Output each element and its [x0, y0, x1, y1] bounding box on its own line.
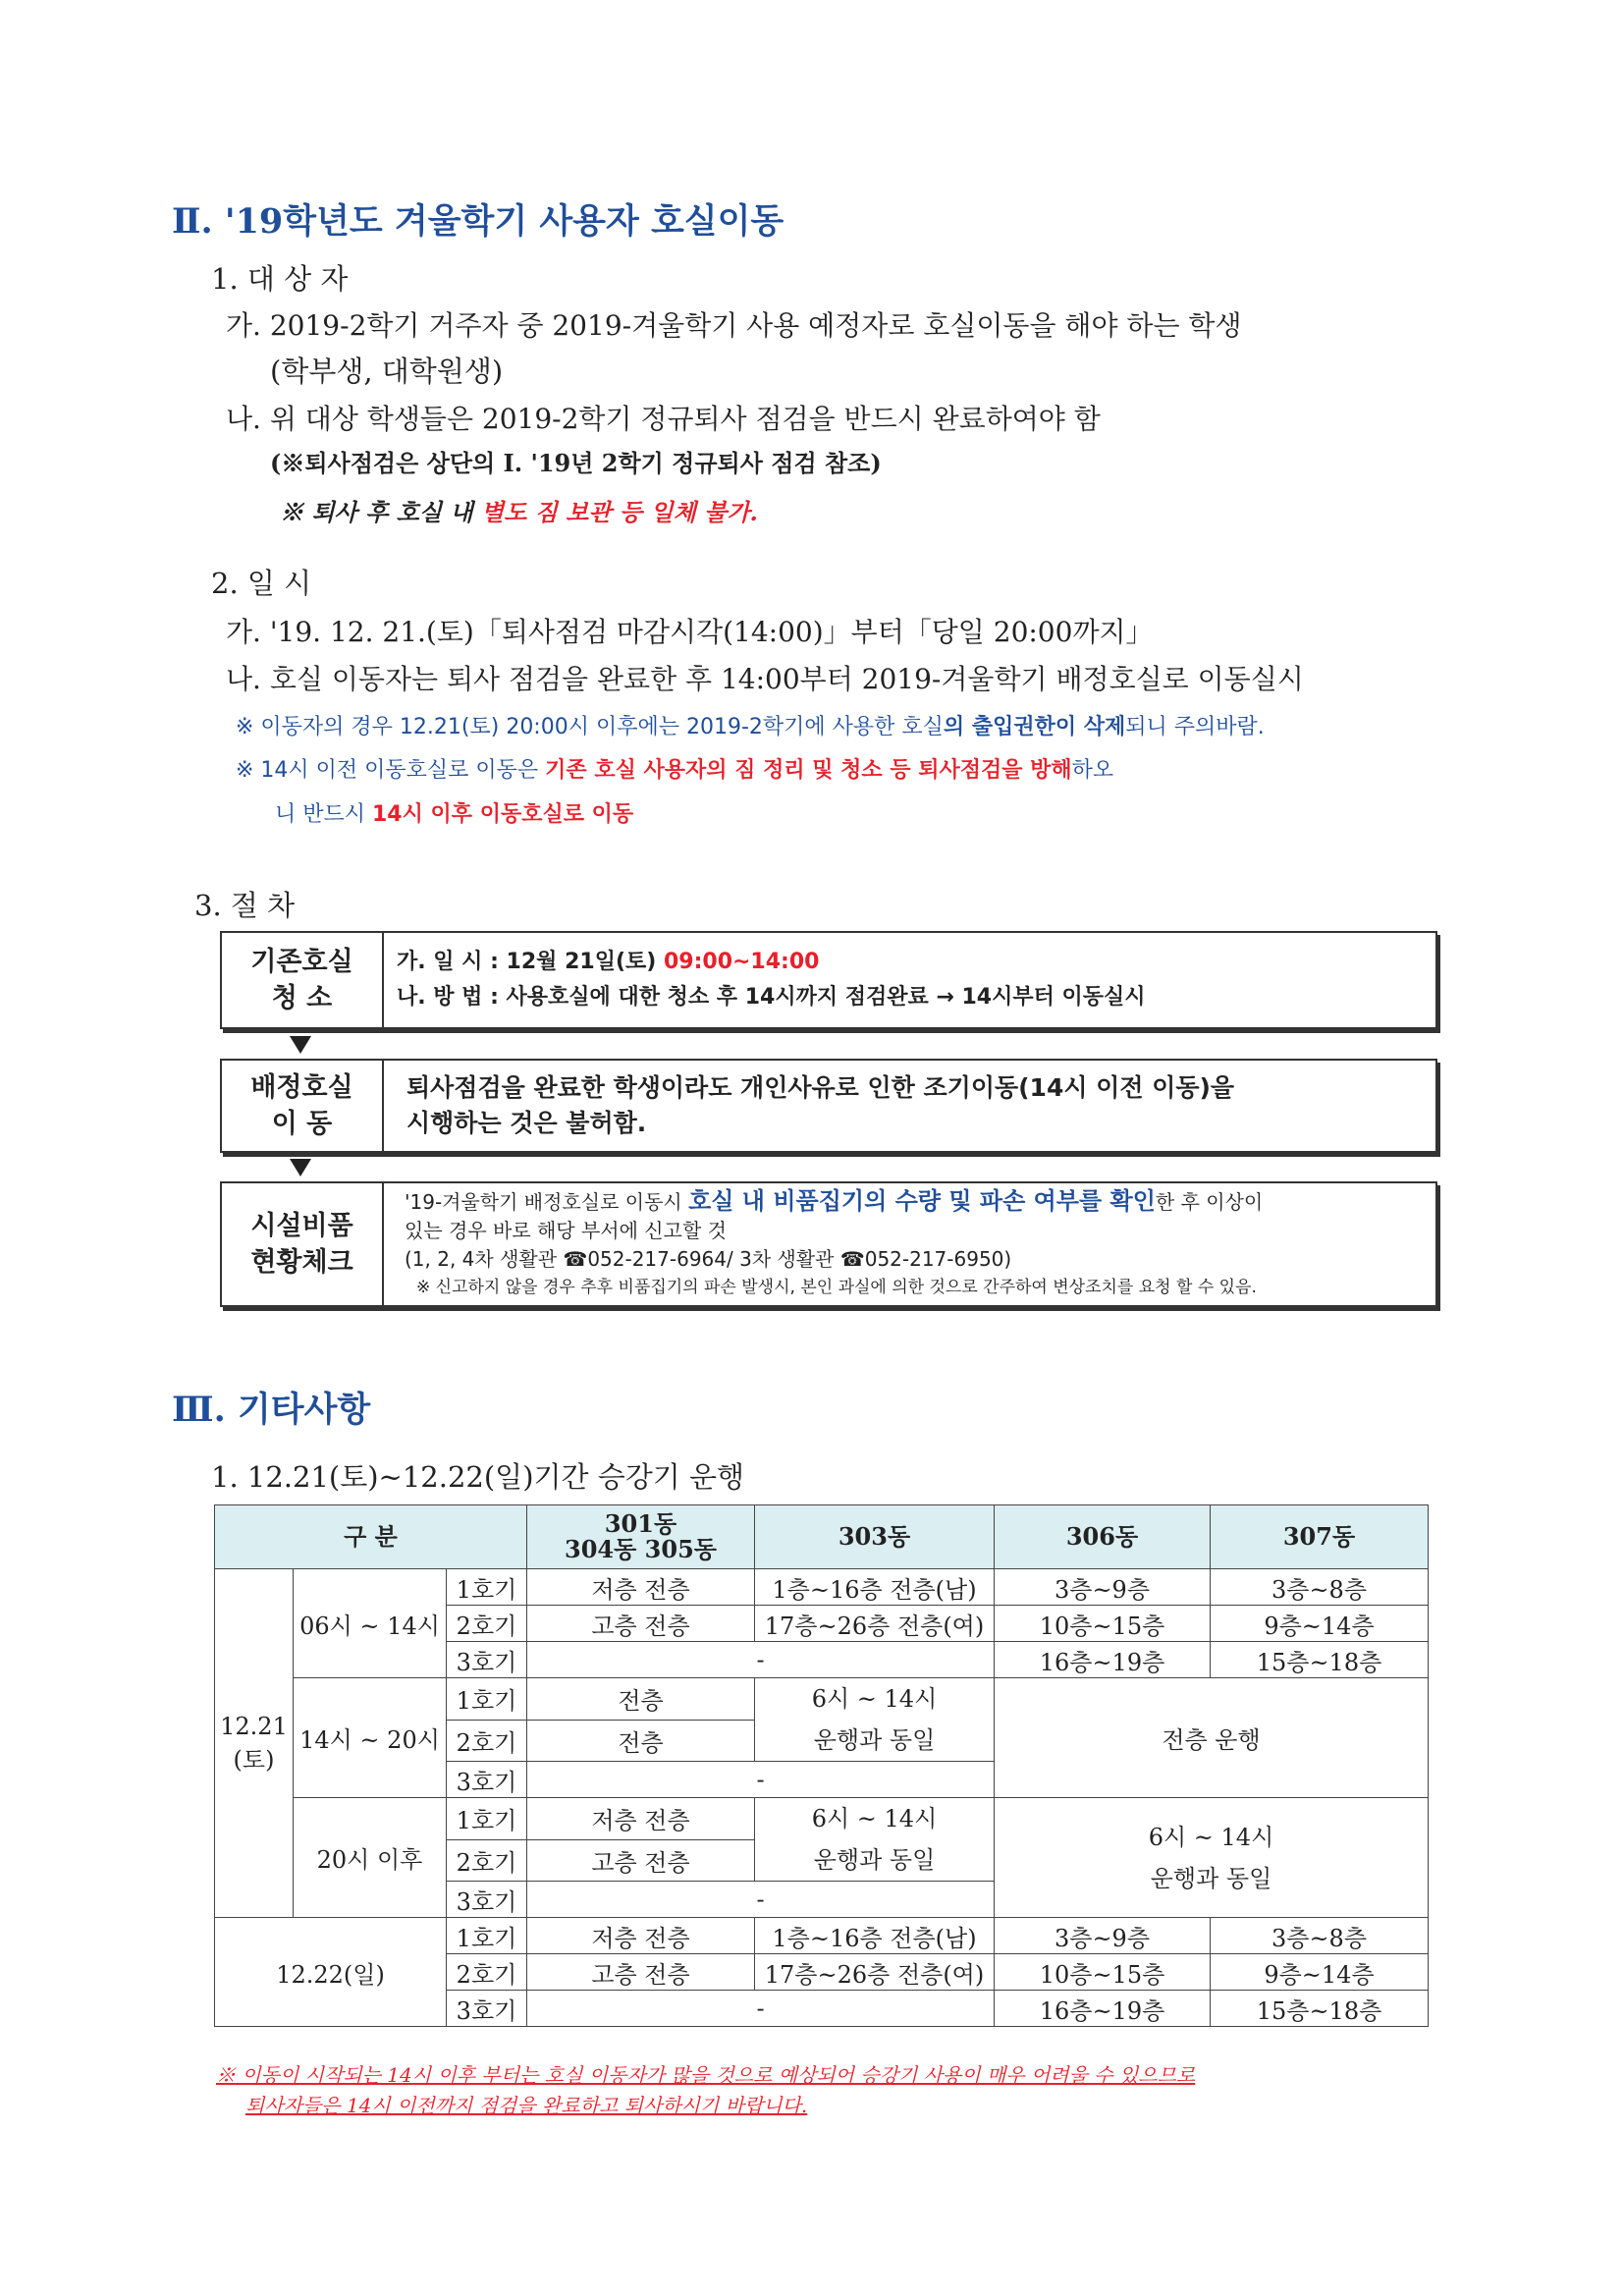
facility-check-note: ※ 신고하지 않을 경우 추후 비품집기의 파손 발생시, 본인 과실에 의한 것으로 간주하여 변상조치를 요청 할 수 있음. — [416, 1277, 1257, 1297]
procedure-box-facility-check — [220, 1181, 1437, 1307]
target-item-na: 나. 위 대상 학생들은 2019-2학기 정규퇴사 점검을 반드시 완료하여야 함 — [226, 403, 1101, 435]
procedure-box-move — [220, 1059, 1437, 1153]
elevator-schedule-table — [214, 1504, 1429, 2027]
header-building-301: 301동 304동 305동 — [527, 1505, 755, 1569]
table-row: 2호기 고층 전층 — [215, 1839, 1429, 1882]
schedule-note-2-cont: 니 반드시 14시 이후 이동호실로 이동 — [275, 802, 634, 827]
down-arrow-icon — [290, 1036, 311, 1054]
elevator-footnote-line1: ※ 이동이 시작되는 14시 이후 부터는 호실 이동자가 많을 것으로 예상되어 승강기 사용이 매우 어려울 수 있으므로 — [216, 2063, 1196, 2087]
table-row: 2호기 전층 — [215, 1720, 1429, 1762]
schedule-item-na: 나. 호실 이동자는 퇴사 점검을 완료한 후 14:00부터 2019-겨울학기 배정호실로 이동실시 — [226, 663, 1304, 695]
all-floor-run: 전층 운행 — [995, 1678, 1429, 1798]
procedure-label-cleaning: 기존호실 청 소 — [222, 933, 384, 1027]
table-row: 3호기 - 16층~19층 15층~18층 — [215, 1991, 1429, 2027]
section-3-title: Ⅲ. 기타사항 — [172, 1390, 371, 1430]
table-header-row — [215, 1505, 1429, 1569]
procedure-heading: 3. 절 차 — [194, 889, 296, 922]
facility-check-line1: '19-겨울학기 배정호실로 이동시 호실 내 비품집기의 수량 및 파손 여부를 확인한 후 이상이 — [405, 1186, 1264, 1215]
procedure-label-facility-check: 시설비품 현황체크 — [222, 1183, 384, 1305]
elevator-footnote-line2: 퇴사자들은 14시 이전까지 점검을 완료하고 퇴사하시기 바랍니다. — [245, 2094, 808, 2117]
procedure-box-cleaning — [220, 931, 1437, 1029]
target-item-ga-cont: (학부생, 대학원생) — [270, 355, 504, 388]
target-heading: 1. 대 상 자 — [211, 262, 349, 296]
target-item-ga: 가. 2019-2학기 거주자 중 2019-겨울학기 사용 예정자로 호실이동을 해야 하는 학생 — [226, 309, 1242, 342]
period-14-20: 14시 ~ 20시 — [294, 1678, 447, 1798]
target-reference-note: (※퇴사점검은 상단의 Ⅰ. '19년 2학기 정규퇴사 점검 참조) — [270, 449, 882, 477]
table-row: 12.22(일) 1호기 저층 전층 1층~16층 전층(남) 3층~9층 3층~8층 — [215, 1918, 1429, 1954]
date-12-21: 12.21 (토) — [215, 1569, 294, 1918]
header-building-307: 307동 — [1211, 1505, 1429, 1569]
date-12-22: 12.22(일) — [215, 1918, 447, 2027]
header-building-303: 303동 — [755, 1505, 995, 1569]
move-rule-line2: 시행하는 것은 불허함. — [406, 1109, 647, 1137]
table-row: 20시 이후 1호기 저층 전층 6시 ~ 14시 운행과 동일 6시 ~ 14시 운행과 동일 — [215, 1798, 1429, 1840]
table-row: 3호기 - 16층~19층 15층~18층 — [215, 1642, 1429, 1678]
table-row: 3호기 - — [215, 1762, 1429, 1798]
facility-check-line2: 있는 경우 바로 해당 부서에 신고할 것 — [405, 1218, 727, 1242]
move-rule-line1: 퇴사점검을 완료한 학생이라도 개인사유로 인한 조기이동(14시 이전 이동)을 — [406, 1073, 1235, 1102]
table-row: 2호기 고층 전층 17층~26층 전층(여) 10층~15층 9층~14층 — [215, 1954, 1429, 1991]
table-row: 2호기 고층 전층 17층~26층 전층(여) 10층~15층 9층~14층 — [215, 1606, 1429, 1642]
table-row: 12.21 (토) 06시 ~ 14시 1호기 저층 전층 1층~16층 전층(남) 3층~9층 3층~8층 — [215, 1569, 1429, 1606]
facility-contact-phones: (1, 2, 4차 생활관 ☎052-217-6964/ 3차 생활관 ☎052-217-6950) — [405, 1246, 1012, 1271]
schedule-heading: 2. 일 시 — [211, 567, 312, 600]
cleaning-method: 나. 방 법 : 사용호실에 대한 청소 후 14시까지 점검완료 → 14시부터 이동실시 — [397, 985, 1146, 1010]
cleaning-time: 가. 일 시 : 12월 21일(토) 09:00~14:00 — [397, 950, 820, 974]
elevator-heading: 1. 12.21(토)~12.22(일)기간 승강기 운행 — [211, 1460, 745, 1494]
section-2-title: Ⅱ. '19학년도 겨울학기 사용자 호실이동 — [172, 201, 784, 242]
table-row: 3호기 - — [215, 1882, 1429, 1918]
schedule-item-ga: 가. '19. 12. 21.(토)「퇴사점검 마감시각(14:00)」부터「당일 20:00까지」 — [226, 616, 1154, 648]
header-gubun: 구 분 — [215, 1505, 527, 1569]
header-building-306: 306동 — [995, 1505, 1211, 1569]
schedule-note-1: ※ 이동자의 경우 12.21(토) 20:00시 이후에는 2019-2학기에 사용한 호실의 출입권한이 삭제되니 주의바람. — [236, 715, 1265, 739]
period-after-20: 20시 이후 — [294, 1798, 447, 1918]
schedule-note-2: ※ 14시 이전 이동호실로 이동은 기존 호실 사용자의 짐 정리 및 청소 등 퇴사점검을 방해하오 — [236, 758, 1114, 783]
table-row: 14시 ~ 20시 1호기 전층 6시 ~ 14시 운행과 동일 전층 운행 — [215, 1678, 1429, 1721]
period-06-14: 06시 ~ 14시 — [294, 1569, 447, 1678]
down-arrow-icon — [290, 1159, 311, 1176]
procedure-label-move: 배정호실 이 동 — [222, 1061, 384, 1151]
storage-warning: ※ 퇴사 후 호실 내 별도 짐 보관 등 일체 불가. — [280, 498, 758, 526]
